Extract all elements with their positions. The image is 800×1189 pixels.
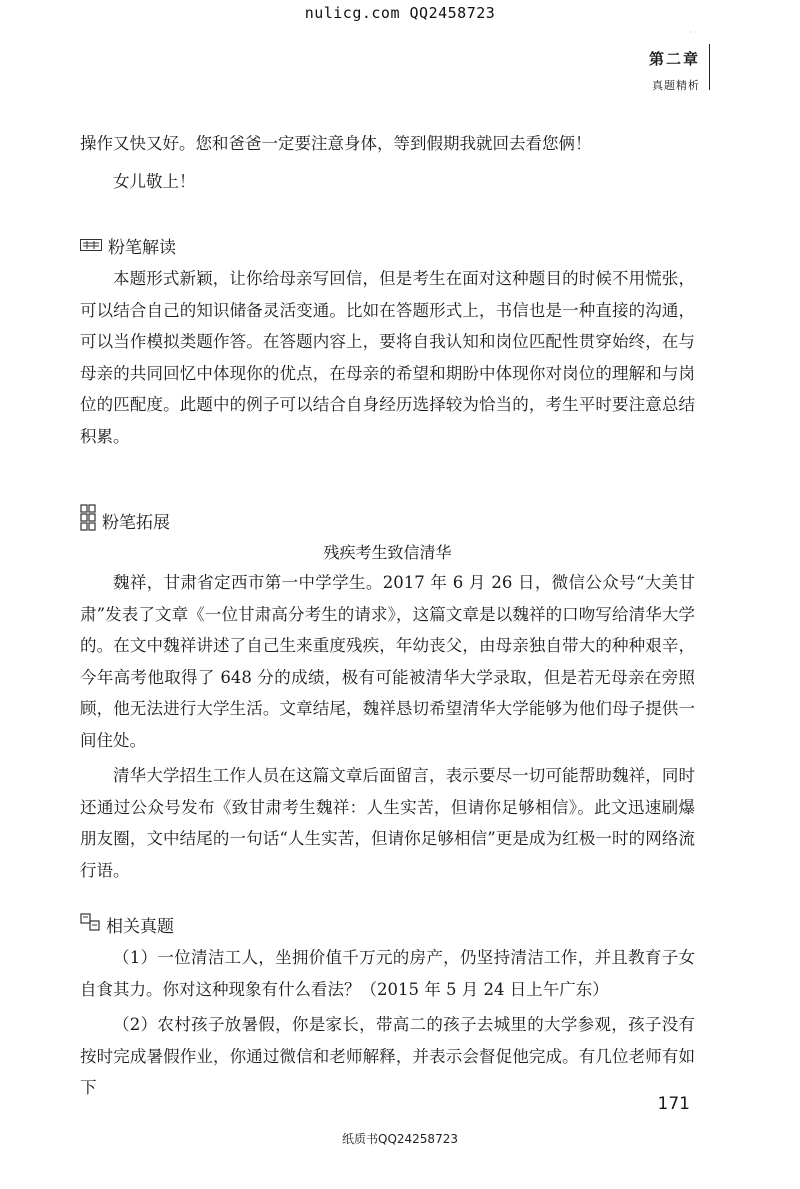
related-question-1: （1）一位清洁工人，坐拥价值千万元的房产，仍坚持清洁工作，并且教育子女自食其力。你对这种现象有什么看法？（2015 年 5 月 24 日上午广东）: [80, 948, 695, 999]
related-question-2: （2）农村孩子放暑假，你是家长，带高二的孩子去城里的大学参观，孩子没有按时完成暑假作业，你通过微信和老师解释，并表示会督促他完成。有几位老师有如下: [80, 1015, 695, 1097]
section-heading-related: [80, 912, 174, 937]
page-number: 171: [657, 1094, 690, 1114]
extension-body: [80, 567, 695, 886]
section-heading-interpretation: [80, 233, 176, 258]
top-watermark: nulicg.com QQ2458723: [304, 4, 496, 22]
letter-closing-line: 操作又快又好。您和爸爸一定要注意身体，等到假期我就回去看您俩！: [80, 134, 592, 153]
header-divider: [709, 44, 710, 90]
interpretation-body: [80, 263, 695, 452]
section-heading-extension: [80, 504, 170, 537]
chapter-title: 第二章: [648, 50, 700, 68]
section-heading-text: 粉笔拓展: [102, 513, 170, 533]
section-heading-text: 相关真题: [106, 917, 174, 937]
expand-icon: [80, 504, 96, 537]
bottom-watermark: 纸质书QQ24258723: [342, 1132, 458, 1146]
header-mark: ·: [689, 28, 692, 37]
section-heading-text: 粉笔解读: [108, 238, 176, 258]
related-questions: [80, 942, 695, 1104]
chapter-header: [649, 48, 700, 93]
extension-paragraph-1: 魏祥，甘肃省定西市第一中学学生。2017 年 6 月 26 日，微信公众号“大美甘肃”发表了文章《一位甘肃高分考生的请求》，这篇文章是以魏祥的口吻写给清华大学的。在文中魏祥讲述了自己生来重度残疾，年幼丧父，由母亲独自带大的种种艰辛，今年高考他取得了 648 分的成绩，极有可能被清华大学录取，但是若无母亲在旁照顾，他无法进行大学生活。文章结尾，魏祥恳切希望清华大学能够为他们母子提供一间住处。: [80, 573, 695, 750]
chapter-subtitle: 真题精析: [652, 79, 700, 92]
extension-paragraph-2: 清华大学招生工作人员在这篇文章后面留言，表示要尽一切可能帮助魏祥，同时还通过公众号发布《致甘肃考生魏祥：人生实苦，但请你足够相信》。此文迅速刷爆朋友圈，文中结尾的一句话“人生实苦，但请你足够相信”更是成为红极一时的网络流行语。: [80, 766, 695, 880]
letter-ending: [80, 128, 695, 197]
interpretation-paragraph: 本题形式新颖，让你给母亲写回信，但是考生在面对这种题目的时候不用慌张，可以结合自己的知识储备灵活变通。比如在答题形式上，书信也是一种直接的沟通，可以当作模拟类题作答。在答题内容上，要将自我认知和岗位匹配性贯穿始终，在与母亲的共同回忆中体现你的优点，在母亲的希望和期盼中体现你对岗位的理解和与岗位的匹配度。此题中的例子可以结合自身经历选择较为恰当的，考生平时要注意总结积累。: [80, 269, 695, 446]
document-icon: [80, 236, 102, 256]
letter-signature: 女儿敬上！: [113, 171, 196, 191]
related-icon: [80, 913, 100, 936]
article-title: 残疾考生致信清华: [323, 543, 452, 562]
